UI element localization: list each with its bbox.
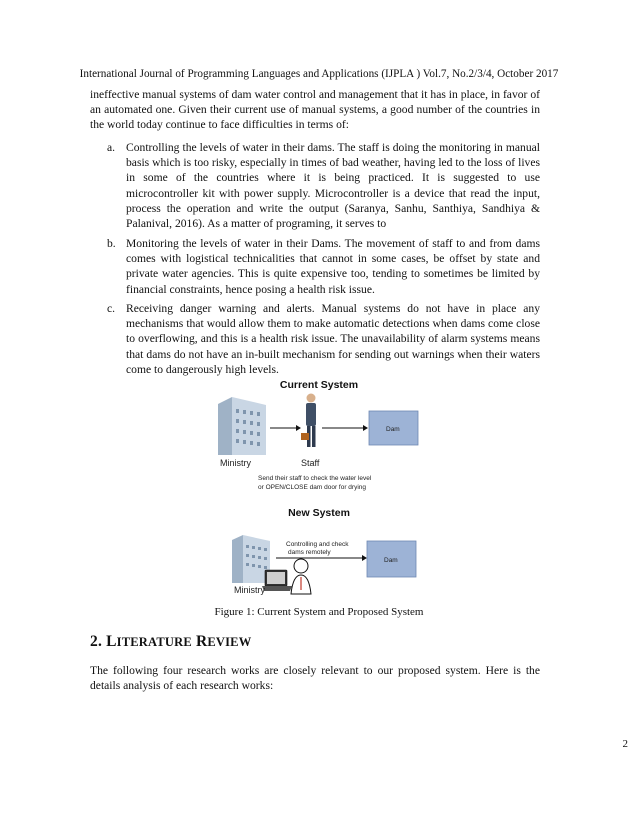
- new-ministry-label: Ministry: [234, 585, 265, 595]
- section-word2-initial: R: [195, 633, 208, 650]
- staff-person-icon: [301, 394, 316, 448]
- ministry-label: Ministry: [220, 458, 251, 468]
- section-word1-rest: ITERATURE: [116, 635, 192, 649]
- list-item-text: Controlling the levels of water in their dams. The staff is doing the monitoring in manual basis which is too risky, especially in times of bad weather, having led to the loss of lives in some of the countries where it is being practiced. It is suggested to use microcontroller kit with power supply. Microcontroller is a device that read the input, process the operation and write the output (Saranya, Sanhu, Santhiya, Sandhiya & Palanival, 2016). As a matter of programing, it serves to: [126, 141, 540, 231]
- section-word1-initial: L: [106, 633, 117, 650]
- running-header: International Journal of Programming Languages and Applications (IJPLA ) Vol.7, No.2/3/4, October 2017: [79, 68, 559, 80]
- current-note-line1: Send their staff to check the water level: [258, 475, 372, 482]
- ministry-building-icon: [232, 535, 270, 583]
- closing-paragraph: The following four research works are closely relevant to our proposed system. Here is the details analysis of each research works:: [90, 664, 540, 693]
- intro-paragraph: ineffective manual systems of dam water control and management that it has in place, in favor of an automated one. Given their current use of manual systems, a good number of the countries in the world today continue to face difficulties in terms of:: [90, 88, 540, 132]
- arrow-icon: [322, 425, 368, 431]
- figure-caption: Figure 1: Current System and Proposed System: [214, 606, 424, 618]
- ministry-building-icon: [218, 397, 266, 455]
- page-number: 2: [622, 738, 628, 750]
- current-system-title: Current System: [279, 379, 359, 391]
- section-word2-rest: EVIEW: [207, 635, 252, 649]
- dam-label: Dam: [384, 557, 398, 564]
- list-item-text: Monitoring the levels of water in their Dams. The movement of staff to and from dams comes with logistical technicalities that cannot in some cases, be offset by state and private water agencies. This is quite expensive too, tending to sometimes be limited by financial constraints, hence posing a health risk issue.: [126, 237, 540, 296]
- new-system-title: New System: [288, 507, 350, 519]
- section-heading: [90, 633, 251, 651]
- current-note-line2: or OPEN/CLOSE dam door for drying: [258, 484, 367, 491]
- dam-label: Dam: [386, 426, 400, 433]
- arrow-icon: [270, 425, 301, 431]
- list-marker: a.: [107, 141, 116, 154]
- section-number: 2.: [90, 633, 107, 650]
- list-item-text: Receiving danger warning and alerts. Manual systems do not have in place any mechanisms that would allow them to make automatic detections when dams come close to overflowing, and this is a health risk issue. The unavailability of alarm systems means that dams do not have an in-built mechanism for sending out warnings when their waters come to dangerously high levels.: [126, 302, 540, 376]
- staff-label: Staff: [301, 458, 320, 468]
- new-control-line1: Controlling and check: [286, 541, 349, 548]
- list-marker: c.: [107, 302, 116, 315]
- new-control-line2: dams remotely: [288, 549, 331, 556]
- list-marker: b.: [107, 237, 116, 250]
